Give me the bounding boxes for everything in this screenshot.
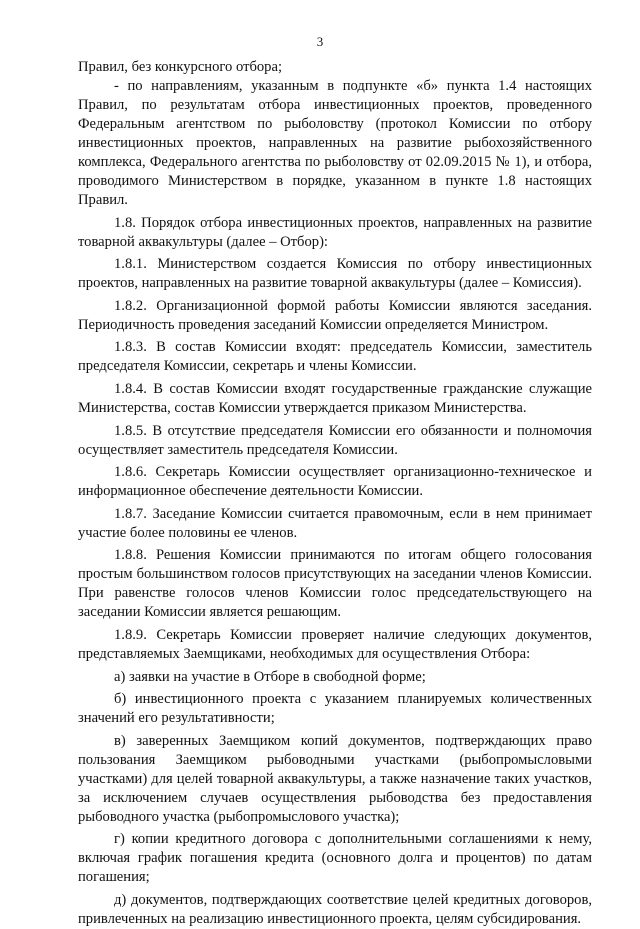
list-item: г) копии кредитного договора с дополнительными соглашениями к нему, включая график погашения кредита (основного долга и процентов) по датам погашения; — [78, 831, 592, 886]
list-item: а) заявки на участие в Отборе в свободной форме; — [114, 668, 426, 685]
paragraph: 1.8.5. В отсутствие председателя Комиссии его обязанности и полномочия осуществляет заместитель председателя Комиссии. — [78, 422, 592, 458]
paragraph: 1.8.2. Организационной формой работы Комиссии являются заседания. Периодичность проведения заседаний Комиссии определяется Министром. — [78, 297, 592, 333]
paragraph: 1.8.6. Секретарь Комиссии осуществляет организационно-техническое и информационное обеспечение деятельности Комиссии. — [78, 464, 592, 500]
paragraph: Правил, без конкурсного отбора; — [78, 59, 283, 75]
page-number: 3 — [316, 34, 324, 49]
document-body — [78, 58, 592, 929]
paragraph: - по направлениям, указанным в подпункте «б» пункта 1.4 настоящих Правил, по результатам отбора инвестиционных проектов, проведенного Федеральным агентством по рыболовству (протокол Комиссии по отбору инвестиционных проектов, направленных на развитие рыбохозяйственного комплекса, Федерального агентства по рыболовству от 02.09.2015 № 1), и отбора, проводимого Министерством в порядке, указанном в пункте 1.8 настоящих Правил. — [78, 78, 592, 208]
paragraph: 1.8.3. В состав Комиссии входят: председатель Комиссии, заместитель председателя Комиссии, секретарь и члены Комиссии. — [78, 339, 592, 375]
list-item: д) документов, подтверждающих соответствие целей кредитных договоров, привлеченных на реализацию инвестиционного проекта, целям субсидирования. — [78, 891, 592, 927]
list-item: в) заверенных Заемщиком копий документов, подтверждающих право пользования Заемщиком рыбоводными участками (рыбопромысловыми участками) для целей товарной аквакультуры, а также назначение таких участков, за исключением случаев осуществления рыбоводства без предоставления рыбоводного участка (рыбопромыслового участка); — [78, 732, 592, 825]
paragraph: 1.8.9. Секретарь Комиссии проверяет наличие следующих документов, представляемых Заемщиками, необходимых для осуществления Отбора: — [78, 626, 592, 662]
paragraph: 1.8.1. Министерством создается Комиссия по отбору инвестиционных проектов, направленных на развитие товарной аквакультуры (далее – Комиссия). — [78, 256, 592, 292]
list-item: б) инвестиционного проекта с указанием планируемых количественных значений его результативности; — [78, 691, 592, 727]
paragraph: 1.8.4. В состав Комиссии входят государственные гражданские служащие Министерства, состав Комиссии утверждается приказом Министерства. — [78, 380, 592, 416]
paragraph: 1.8.8. Решения Комиссии принимаются по итогам общего голосования простым большинством голосов присутствующих на заседании членов Комиссии. При равенстве голосов членов Комиссии голос председательствующего на заседании Комиссии является решающим. — [78, 547, 592, 621]
paragraph: 1.8. Порядок отбора инвестиционных проектов, направленных на развитие товарной аквакультуры (далее – Отбор): — [78, 214, 592, 250]
paragraph: 1.8.7. Заседание Комиссии считается правомочным, если в нем принимает участие более половины ее членов. — [78, 505, 592, 541]
